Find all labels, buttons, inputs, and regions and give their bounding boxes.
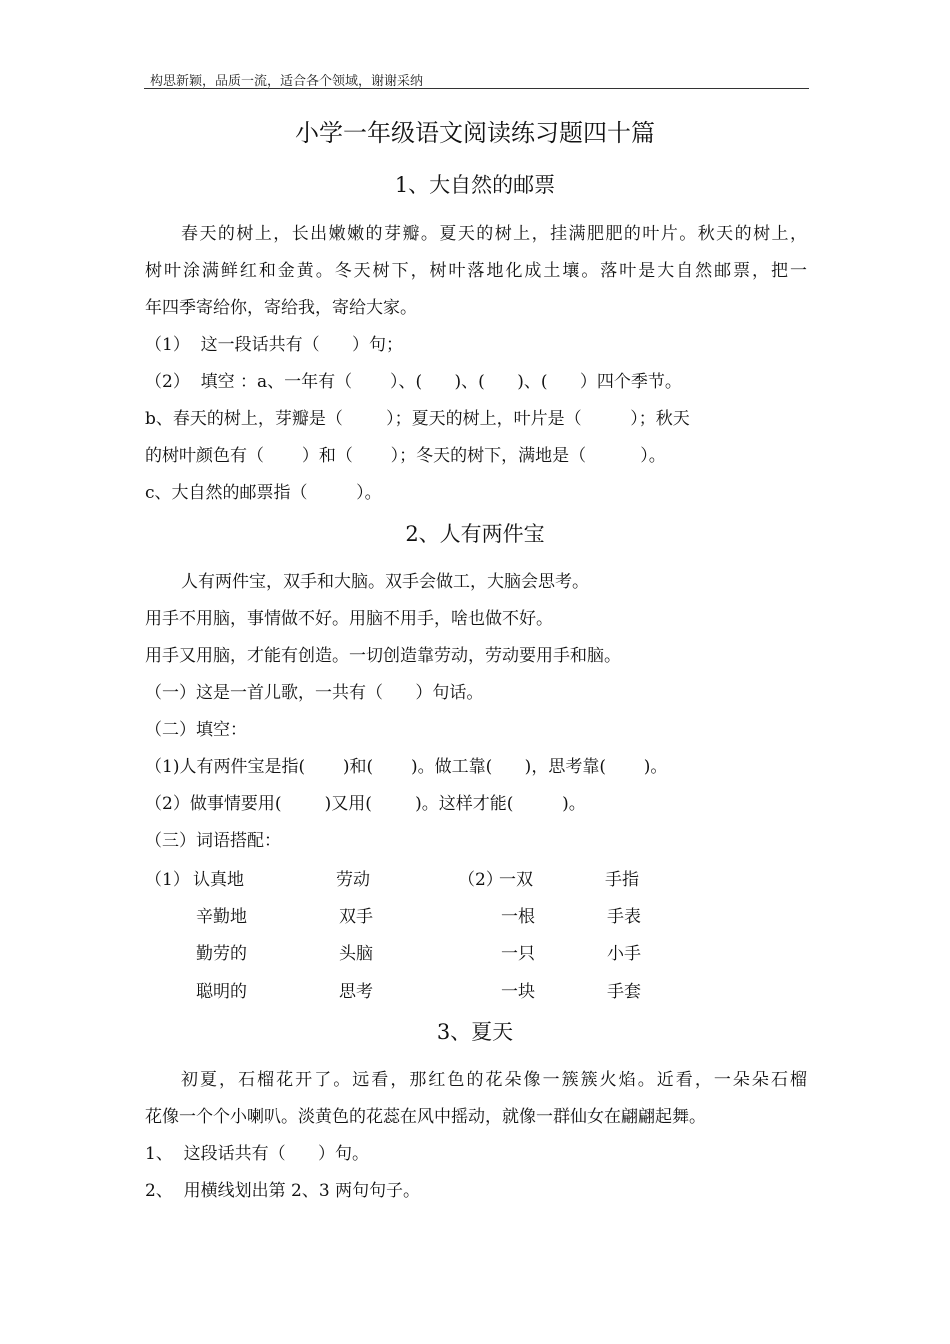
match-right-2-item: 手表 (607, 907, 641, 927)
section-3-question-2: 2、 用横线划出第 2、3 两句句子。 (145, 1181, 421, 1201)
section-1-question-2d: c、大自然的邮票指（ ）。 (145, 483, 382, 503)
section-2-heading: 2、人有两件宝 (405, 522, 545, 546)
section-1-heading: 1、大自然的邮票 (394, 173, 556, 197)
match-right-1-item: 头脑 (339, 944, 373, 964)
section-1-para-line-2: 树叶涂满鲜红和金黄。冬天树下，树叶落地化成土壤。落叶是大自然邮票，把一 (145, 261, 807, 281)
section-3-heading: 3、夏天 (436, 1020, 514, 1044)
match-group-2-label: （2） (458, 870, 503, 890)
match-left-2-item: 一根 (501, 907, 535, 927)
section-1-question-2c: 的树叶颜色有（ ）和（ ）；冬天的树下，满地是（ ）。 (145, 446, 666, 466)
section-2-poem-line-1: 人有两件宝，双手和大脑。双手会做工，大脑会思考。 (181, 572, 589, 592)
section-2-question-3: （三）词语搭配： (145, 831, 281, 851)
section-3-question-1: 1、 这段话共有（ ）句。 (145, 1144, 370, 1164)
match-right-2-item: 手套 (607, 982, 641, 1002)
match-group-1-label: （1） (145, 870, 190, 890)
section-2-question-2b: （2）做事情要用( )又用( )。这样才能( )。 (145, 794, 586, 814)
match-right-2-item: 小手 (607, 944, 641, 964)
section-1-para-line-1: 春天的树上，长出嫩嫩的芽瓣。夏天的树上，挂满肥肥的叶片。秋天的树上， (181, 224, 807, 244)
section-3-para-line-1: 初夏，石榴花开了。远看，那红色的花朵像一簇簇火焰。近看，一朵朵石榴 (181, 1070, 807, 1090)
section-1-question-1: （1） 这一段话共有（ ）句； (145, 335, 404, 355)
document-title: 小学一年级语文阅读练习题四十篇 (295, 119, 655, 147)
match-left-1-item: 聪明的 (196, 982, 247, 1002)
section-1-para-line-3: 年四季寄给你，寄给我，寄给大家。 (145, 298, 417, 318)
match-left-2-item: 一双 (499, 870, 533, 890)
section-2-poem-line-3: 用手又用脑，才能有创造。一切创造靠劳动，劳动要用手和脑。 (145, 646, 621, 666)
match-right-1-item: 劳动 (336, 870, 370, 890)
section-3-para-line-2: 花像一个个小喇叭。淡黄色的花蕊在风中摇动，就像一群仙女在翩翩起舞。 (145, 1107, 706, 1127)
header-slogan: 构思新颖，品质一流，适合各个领域，谢谢采纳 (150, 74, 424, 89)
match-left-1-item: 辛勤地 (196, 907, 247, 927)
section-2-question-2: （二）填空： (145, 720, 247, 740)
match-left-2-item: 一只 (501, 944, 535, 964)
header-rule (144, 88, 809, 89)
match-left-2-item: 一块 (501, 982, 535, 1002)
match-right-1-item: 双手 (339, 907, 373, 927)
match-right-2-item: 手指 (605, 870, 639, 890)
section-2-poem-line-2: 用手不用脑，事情做不好。用脑不用手，啥也做不好。 (145, 609, 553, 629)
match-right-1-item: 思考 (339, 982, 373, 1002)
section-2-question-2a: （1)人有两件宝是指( )和( )。做工靠( )，思考靠( )。 (145, 757, 668, 777)
match-left-1-item: 勤劳的 (196, 944, 247, 964)
section-1-question-2b: b、春天的树上，芽瓣是（ ）；夏天的树上，叶片是（ ）；秋天 (145, 409, 690, 429)
section-1-question-2: （2） 填空 ：a、一年有（ ）、( )、( )、( ）四个季节。 (145, 372, 682, 392)
section-2-question-1: （一）这是一首儿歌，一共有（ ）句话。 (145, 683, 484, 703)
match-left-1-item: 认真地 (193, 870, 244, 890)
